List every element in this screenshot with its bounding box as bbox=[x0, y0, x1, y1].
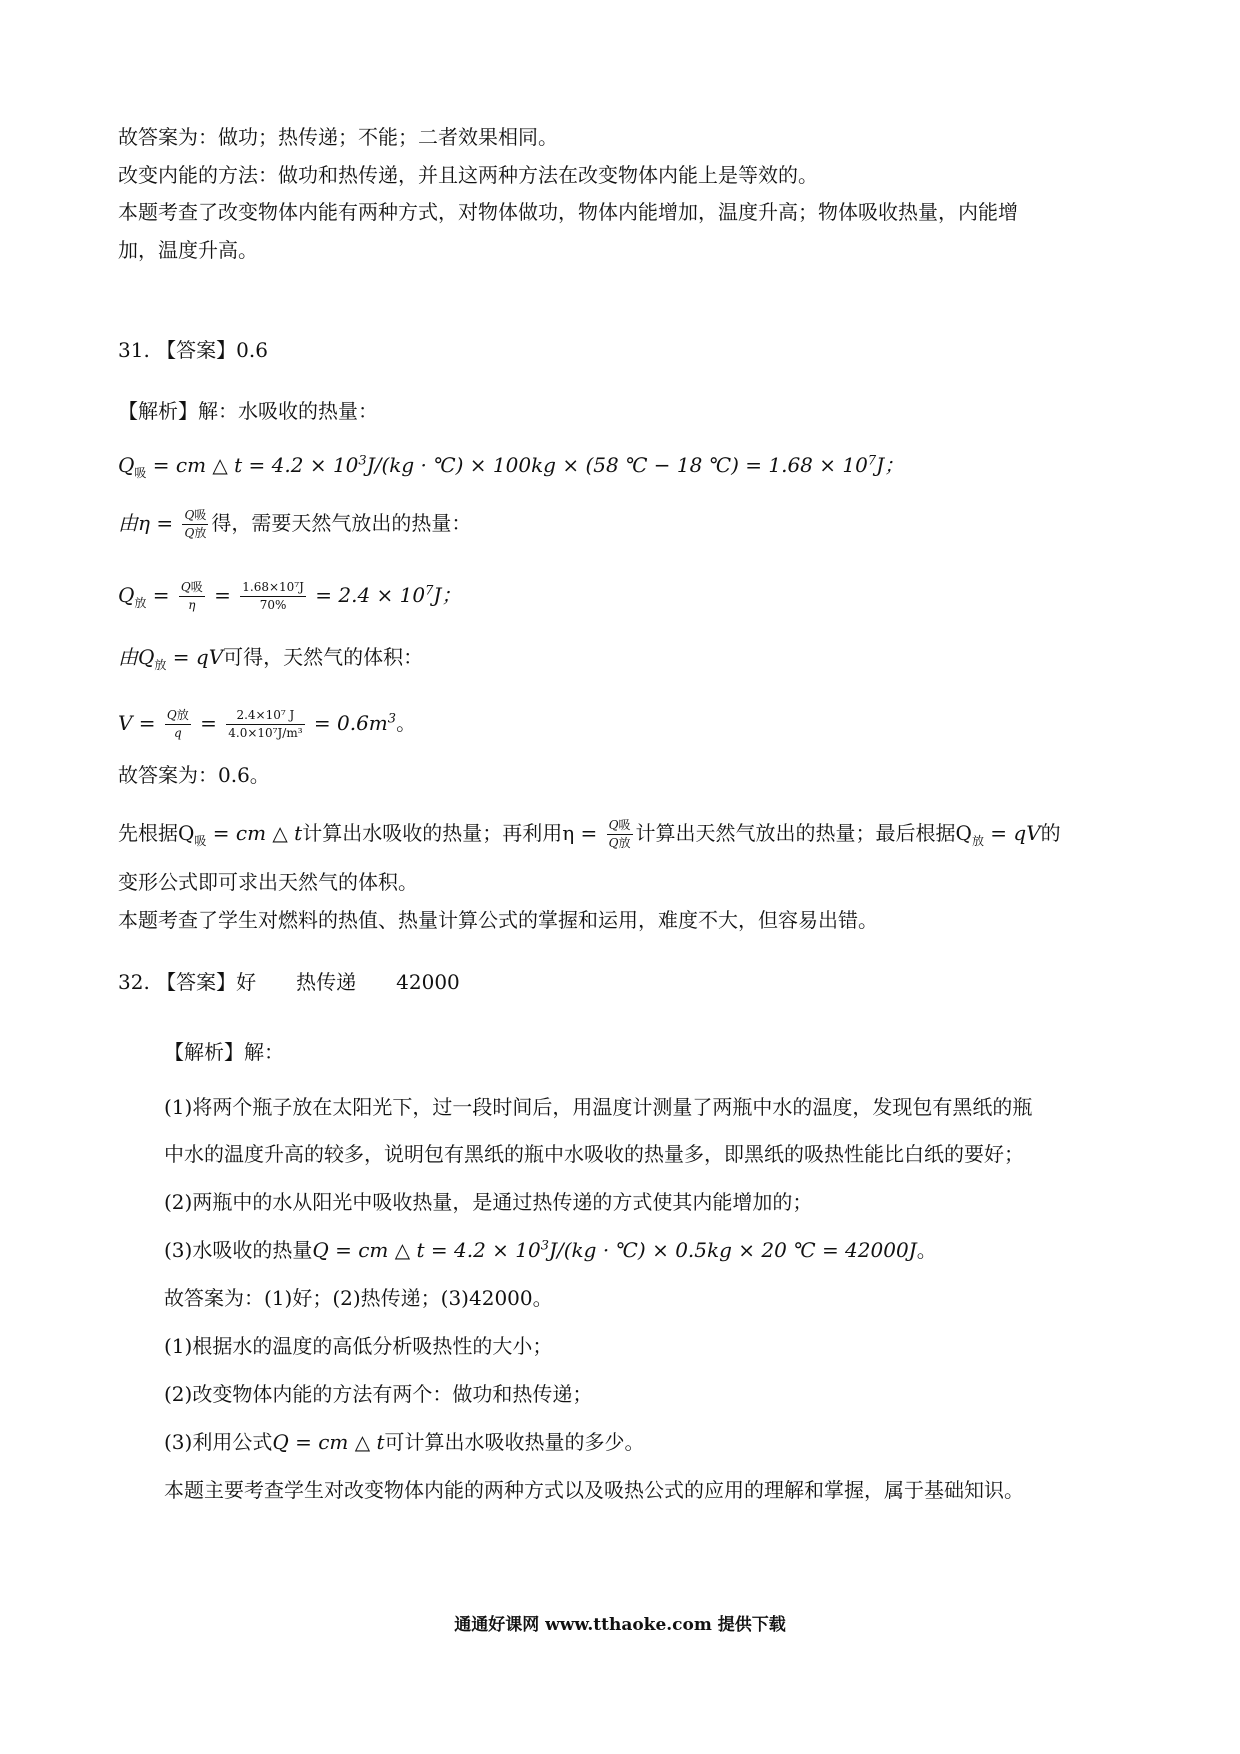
q32-para-1b: 中水的温度升高的较多，说明包有黑纸的瓶中水吸收的热量多，即黑纸的吸热性能比白纸的要好； bbox=[164, 1142, 1024, 1166]
q31-method-line-2: 变形公式即可求出天然气的体积。 bbox=[118, 870, 418, 894]
q32-note-3: (3)利用公式Q = cm △ t可计算出水吸收热量的多少。 bbox=[164, 1430, 645, 1454]
q31-answer: 故答案为：0.6。 bbox=[118, 763, 270, 787]
q32-answer: 故答案为：(1)好；(2)热传递；(3)42000。 bbox=[164, 1286, 553, 1310]
q31-equation-volume: V = $\frac{\text{Q放}}{q}$ = $\frac{\text{2.4×10⁷ J}}{\text{4.0×10⁷J/m³}}$ = $0.6m^3$。 bbox=[118, 708, 417, 740]
q32-analysis: 【解析】解： bbox=[164, 1040, 284, 1064]
q32-para-2: (2)两瓶中的水从阳光中吸收热量，是通过热传递的方式使其内能增加的； bbox=[164, 1190, 813, 1214]
q32-para-3: (3)水吸收的热量Q = cm △ $t = 4.2 \times 10^3J/(kg$ · ℃) × 0.5kg × 20 ℃ = 42000J。 bbox=[164, 1238, 937, 1262]
note-line-1: 本题考查了改变物体内能有两种方式，对物体做功，物体内能增加，温度升高；物体吸收热量，内能增 bbox=[118, 200, 1018, 224]
method-line: 改变内能的方法：做功和热传递，并且这两种方法在改变物体内能上是等效的。 bbox=[118, 163, 818, 187]
q31-note: 本题考查了学生对燃料的热值、热量计算公式的掌握和运用，难度不大，但容易出错。 bbox=[118, 908, 878, 932]
q32-summary: 本题主要考查学生对改变物体内能的两种方式以及吸热公式的应用的理解和掌握，属于基础知识。 bbox=[164, 1478, 1024, 1502]
answer-line: 故答案为：做功；热传递；不能；二者效果相同。 bbox=[118, 125, 558, 149]
q31-heading: 31. 【答案】0.6 bbox=[118, 338, 268, 362]
q32-heading: 32. 【答案】好 热传递 42000 bbox=[118, 970, 460, 994]
efficiency-fraction: $\frac{\text{Q吸}}{\text{Q放}}$ bbox=[184, 508, 207, 540]
q31-analysis: 【解析】解：水吸收的热量： bbox=[118, 399, 378, 423]
q31-volume-intro: 由$Q_放$ = qV可得，天然气的体积： bbox=[118, 645, 424, 672]
note-line-2: 加，温度升高。 bbox=[118, 238, 258, 262]
q32-note-2: (2)改变物体内能的方法有两个：做功和热传递； bbox=[164, 1382, 593, 1406]
footer-source: 通通好课网 www.tthaoke.com 提供下载 bbox=[454, 1615, 786, 1635]
q31-equation-heat-absorbed: $Q_吸$ = cm △ $t = 4.2 \times 10^3J/(kg$ · ℃) × 100kg × (58 ℃ − 18 ℃) = $1.68 \times 10^7J$； bbox=[118, 453, 905, 480]
q31-method-line: 先根据$Q_吸$ = cm △ t计算出水吸收的热量；再利用η = $\frac{\text{Q吸}}{\text{Q放}}$ 计算出天然气放出的热量；最后根据$Q_放$ = qV的 bbox=[118, 818, 1061, 850]
q31-efficiency-line: 由η = $\frac{\text{Q吸}}{\text{Q放}}$ 得，需要天然气放出的热量： bbox=[118, 508, 472, 540]
q32-note-1: (1)根据水的温度的高低分析吸热性的大小； bbox=[164, 1334, 553, 1358]
q32-para-1a: (1)将两个瓶子放在太阳光下，过一段时间后，用温度计测量了两瓶中水的温度，发现包有黑纸的瓶 bbox=[164, 1095, 1033, 1119]
q31-equation-heat-released: $Q_放$ = $\frac{\text{Q吸}}{\eta}$ = $\frac{\text{1.68×10⁷J}}{70\%}$ = $2.4 \times 10^7J$； bbox=[118, 580, 462, 612]
